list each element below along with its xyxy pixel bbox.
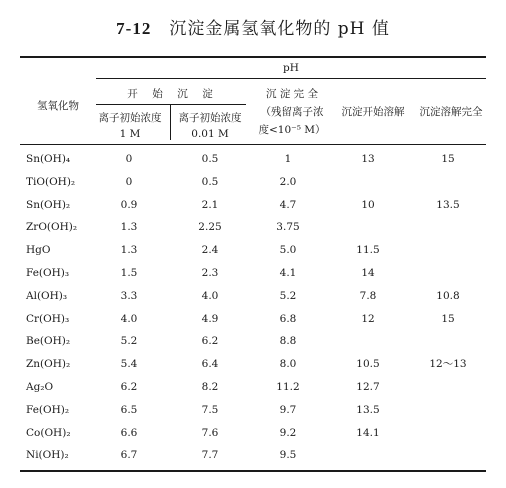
ph-underline — [96, 78, 486, 79]
header-conc2-a: 离子初始浓度 — [178, 112, 242, 124]
cell-start-1m: 0.9 — [120, 198, 138, 211]
table-row — [0, 308, 506, 330]
cell-hydroxide: Al(OH)₃ — [26, 289, 68, 302]
cell-start-001m: 2.4 — [201, 244, 219, 257]
table-row — [0, 422, 506, 444]
cell-dissolve-complete: 10.8 — [436, 289, 460, 302]
cell-start-001m: 7.7 — [201, 449, 219, 462]
cell-dissolve-complete: 15 — [441, 153, 455, 165]
cell-start-001m: 7.6 — [201, 426, 219, 439]
cell-start-001m: 6.2 — [201, 335, 219, 348]
cell-hydroxide: Fe(OH)₂ — [26, 403, 70, 416]
top-rule — [20, 56, 486, 58]
cell-start-1m: 3.3 — [120, 289, 138, 302]
cell-dissolve-start: 14.1 — [356, 426, 380, 439]
header-hydroxide: 氢氧化物 — [37, 100, 79, 112]
bottom-rule — [20, 470, 486, 472]
table-row — [0, 399, 506, 421]
cell-start-1m: 0 — [125, 153, 133, 165]
header-complete-sub1: （残留离子浓 — [260, 106, 324, 118]
cell-complete: 9.5 — [279, 449, 297, 462]
cell-complete: 3.75 — [276, 221, 300, 234]
cell-hydroxide: Ni(OH)₂ — [26, 449, 69, 462]
cell-start-001m: 2.1 — [201, 198, 219, 211]
cell-start-001m: 0.5 — [201, 153, 219, 165]
cell-complete: 5.0 — [279, 244, 297, 257]
cell-dissolve-start: 7.8 — [359, 289, 377, 302]
cell-start-001m: 7.5 — [201, 403, 219, 416]
table-row — [0, 194, 506, 216]
cell-dissolve-start: 10 — [361, 198, 375, 211]
header-conc1-b: 1 M — [119, 128, 141, 140]
header-ph: pH — [283, 62, 299, 74]
cell-dissolve-start: 12.7 — [356, 381, 380, 393]
start-underline — [96, 104, 246, 105]
cell-complete: 4.1 — [279, 267, 297, 279]
start-divider — [170, 104, 171, 140]
cell-start-1m: 4.0 — [120, 312, 138, 325]
cell-dissolve-start: 14 — [361, 267, 375, 279]
cell-hydroxide: ZrO(OH)₂ — [26, 221, 78, 234]
cell-complete: 9.2 — [279, 426, 297, 439]
cell-complete: 9.7 — [279, 403, 297, 416]
cell-hydroxide: TiO(OH)₂ — [26, 175, 76, 188]
cell-hydroxide: Sn(OH)₄ — [26, 153, 71, 165]
cell-start-001m: 2.25 — [198, 221, 222, 234]
table-row — [0, 285, 506, 307]
cell-start-1m: 1.3 — [120, 221, 138, 234]
cell-start-1m: 5.2 — [120, 335, 138, 348]
table-number: 7-12 — [116, 19, 152, 38]
header-start-group: 开 始 沉 淀 — [127, 88, 215, 100]
header-bottom-rule — [20, 144, 486, 145]
table-row — [0, 353, 506, 375]
cell-hydroxide: Fe(OH)₃ — [26, 267, 70, 279]
cell-start-1m: 6.6 — [120, 426, 138, 439]
table-row — [0, 239, 506, 261]
cell-start-001m: 4.9 — [201, 312, 219, 325]
table-row — [0, 444, 506, 466]
cell-complete: 5.2 — [279, 289, 297, 302]
cell-hydroxide: Ag₂O — [26, 381, 54, 393]
cell-dissolve-complete: 12～13 — [429, 358, 467, 371]
cell-start-001m: 0.5 — [201, 175, 219, 188]
cell-complete: 2.0 — [279, 175, 297, 188]
table-row — [0, 330, 506, 352]
cell-start-1m: 0 — [125, 175, 133, 188]
table-caption: 沉淀金属氢氧化物的 pH 值 — [169, 19, 390, 39]
cell-start-1m: 6.7 — [120, 449, 138, 462]
cell-start-001m: 2.3 — [201, 267, 219, 279]
cell-hydroxide: Be(OH)₂ — [26, 335, 71, 348]
cell-start-1m: 1.3 — [120, 244, 138, 257]
cell-start-1m: 6.5 — [120, 403, 138, 416]
cell-start-1m: 5.4 — [120, 358, 138, 371]
cell-start-1m: 1.5 — [120, 267, 138, 279]
cell-complete: 6.8 — [279, 312, 297, 325]
table-row — [0, 216, 506, 238]
table-row — [0, 376, 506, 398]
table-row — [0, 171, 506, 193]
cell-start-001m: 4.0 — [201, 289, 219, 302]
header-complete-sub2: 度<10⁻⁵ M） — [258, 124, 326, 136]
cell-start-1m: 6.2 — [120, 381, 138, 393]
cell-hydroxide: Co(OH)₂ — [26, 426, 71, 439]
cell-dissolve-start: 10.5 — [356, 358, 380, 371]
cell-complete: 1 — [284, 153, 292, 165]
cell-hydroxide: Cr(OH)₃ — [26, 312, 70, 325]
header-complete-group: 沉 淀 完 全 — [265, 88, 318, 100]
cell-hydroxide: HgO — [26, 244, 51, 257]
table-title — [0, 14, 506, 39]
cell-complete: 4.7 — [279, 198, 297, 211]
header-conc2-b: 0.01 M — [191, 128, 229, 140]
cell-complete: 11.2 — [276, 381, 300, 393]
cell-dissolve-complete: 13.5 — [436, 198, 460, 211]
header-dissolve-start: 沉淀开始溶解 — [341, 106, 405, 118]
cell-dissolve-start: 13.5 — [356, 403, 380, 416]
cell-start-001m: 8.2 — [201, 381, 219, 393]
cell-hydroxide: Zn(OH)₂ — [26, 358, 71, 371]
cell-dissolve-start: 12 — [361, 312, 375, 325]
cell-dissolve-start: 13 — [361, 153, 375, 165]
cell-complete: 8.8 — [279, 335, 297, 348]
header-dissolve-complete: 沉淀溶解完全 — [419, 106, 483, 118]
cell-dissolve-start: 11.5 — [356, 244, 380, 257]
header-conc1-a: 离子初始浓度 — [98, 112, 162, 124]
table-row — [0, 148, 506, 170]
cell-hydroxide: Sn(OH)₂ — [26, 198, 71, 211]
cell-dissolve-complete: 15 — [441, 312, 455, 325]
table-row — [0, 262, 506, 284]
cell-start-001m: 6.4 — [201, 358, 219, 371]
cell-complete: 8.0 — [279, 358, 297, 371]
